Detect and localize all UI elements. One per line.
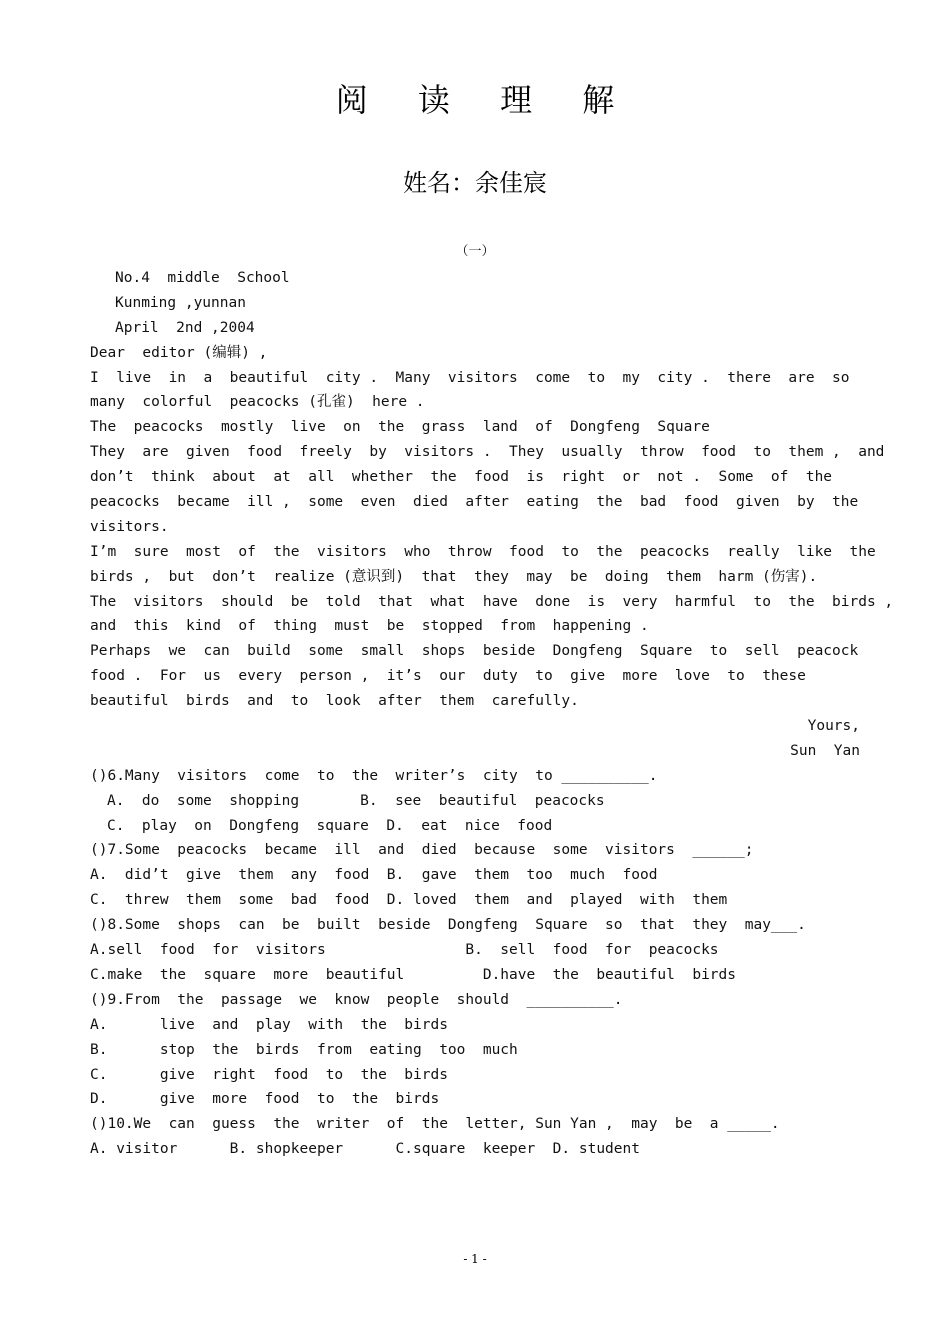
letter-line: beautiful birds and to look after them carefully.: [90, 693, 579, 710]
question-10-options: A. visitor B. shopkeeper C.square keeper D. student: [90, 1141, 640, 1158]
closing: Yours,: [807, 718, 860, 735]
letter-line: The peacocks mostly live on the grass land of Dongfeng Square: [90, 419, 710, 436]
question-7-options-cd: C. threw them some bad food D. loved them and played with them: [90, 892, 728, 909]
section-label: （一）: [455, 244, 495, 259]
letter-line: Perhaps we can build some small shops beside Dongfeng Square to sell peacock: [90, 643, 859, 660]
question-9-option-c: C. give right food to the birds: [90, 1066, 448, 1083]
question-6-options-ab: A. do some shopping B. see beautiful peacocks: [107, 792, 605, 809]
question-8: ()8.Some shops can be built beside Dongfeng Square so that they may___.: [90, 917, 806, 934]
question-9-option-b: B. stop the birds from eating too much: [90, 1041, 518, 1058]
question-6: ()6.Many visitors come to the writer’s city to __________.: [90, 767, 658, 784]
letter-line: I live in a beautiful city . Many visitors come to my city . there are so: [90, 369, 850, 386]
letter-line: The visitors should be told that what have done is very harmful to the birds ,: [90, 593, 894, 610]
address-line: Kunming ,yunnan: [115, 294, 246, 311]
question-8-options-ab: A.sell food for visitors B. sell food for peacocks: [90, 942, 719, 959]
salutation: Dear editor (编辑) ,: [90, 344, 268, 361]
question-8-options-cd: C.make the square more beautiful D.have the beautiful birds: [90, 966, 737, 983]
letter-line: They are given food freely by visitors . They usually throw food to them , and: [90, 444, 885, 461]
question-9-option-d: D. give more food to the birds: [90, 1091, 440, 1108]
address-line: April 2nd ,2004: [115, 319, 255, 336]
letter-line: peacocks became ill , some even died after eating the bad food given by the: [90, 494, 859, 511]
letter-line: many colorful peacocks (孔雀) here .: [90, 394, 425, 411]
letter-line: birds , but don’t realize (意识到) that they may be doing them harm (伤害).: [90, 568, 818, 585]
letter-line: don’t think about at all whether the food is right or not . Some of the: [90, 469, 833, 486]
address-line: No.4 middle School: [115, 270, 290, 286]
letter-line: food . For us every person , it’s our duty to give more love to these: [90, 668, 806, 685]
student-name: 姓名：余佳宸: [403, 169, 547, 197]
letter-line: I’m sure most of the visitors who throw food to the peacocks really like the: [90, 543, 876, 560]
page-title: 阅 读 理 解: [335, 81, 635, 119]
page-number: - 1 -: [463, 1252, 487, 1266]
question-6-options-cd: C. play on Dongfeng square D. eat nice food: [107, 817, 553, 834]
question-9-option-a: A. live and play with the birds: [90, 1016, 448, 1033]
question-7: ()7.Some peacocks became ill and died because some visitors ______;: [90, 842, 754, 859]
question-7-options-ab: A. did’t give them any food B. gave them too much food: [90, 867, 658, 884]
letter-line: visitors.: [90, 518, 169, 535]
question-9: ()9.From the passage we know people should __________.: [90, 991, 623, 1008]
question-10: ()10.We can guess the writer of the letter, Sun Yan , may be a _____.: [90, 1116, 780, 1133]
signature: Sun Yan: [790, 742, 860, 759]
letter-line: and this kind of thing must be stopped from happening .: [90, 618, 649, 635]
passage-body: [90, 266, 894, 1162]
